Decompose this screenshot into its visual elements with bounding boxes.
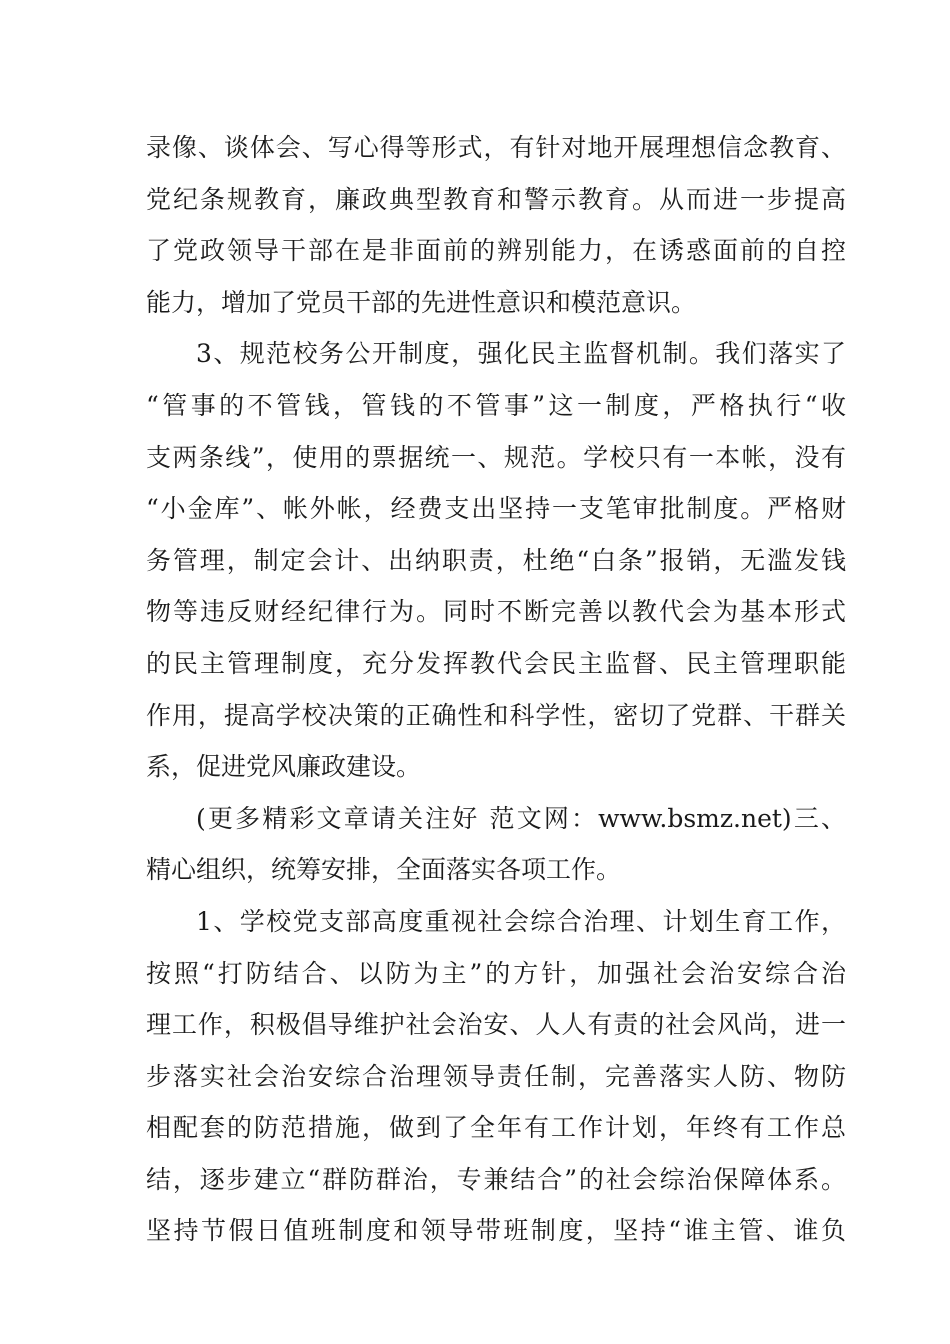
text-line: 坚持节假日值班制度和领导带班制度，坚持“谁主管、谁负 — [146, 1216, 846, 1246]
text-line: 了党政领导干部在是非面前的辨别能力，在诱惑面前的自控 — [146, 236, 846, 266]
text-line: 务管理，制定会计、出纳职责，杜绝“白条”报销，无滥发钱 — [146, 545, 846, 575]
text-line: 理工作，积极倡导维护社会治安、人人有责的社会风尚，进一 — [146, 1010, 846, 1040]
paragraph-start-line: 3、规范校务公开制度，强化民主监督机制。我们落实了 — [196, 339, 846, 369]
text-line: 录像、谈体会、写心得等形式，有针对地开展理想信念教育、 — [146, 133, 846, 162]
body-text — [146, 130, 846, 1265]
text-line: 精心组织，统筹安排，全面落实各项工作。 — [146, 855, 622, 885]
paragraph-start-line: 1、学校党支部高度重视社会综合治理、计划生育工作， — [196, 906, 846, 936]
text-line: 步落实社会治安综合治理领导责任制，完善落实人防、物防 — [146, 1061, 846, 1091]
text-line: 物等违反财经纪律行为。同时不断完善以教代会为基本形式 — [146, 597, 846, 627]
text-line: “管事的不管钱，管钱的不管事”这一制度，严格执行“收 — [146, 390, 846, 420]
text-line: 作用，提高学校决策的正确性和科学性，密切了党群、干群关 — [146, 700, 846, 730]
text-line: 支两条线”，使用的票据统一、规范。学校只有一本帐，没有 — [146, 442, 846, 472]
text-line: 按照“打防结合、以防为主”的方针，加强社会治安综合治 — [146, 958, 846, 988]
text-line: 相配套的防范措施，做到了全年有工作计划，年终有工作总 — [146, 1113, 846, 1143]
text-line: 能力，增加了党员干部的先进性意识和模范意识。 — [146, 287, 697, 317]
text-line: 党纪条规教育，廉政典型教育和警示教育。从而进一步提高 — [146, 184, 846, 214]
text-line: 系，促进党风廉政建设。 — [146, 752, 422, 782]
text-line: “小金库”、帐外帐，经费支出坚持一支笔审批制度。严格财 — [146, 494, 846, 524]
text-line: 的民主管理制度，充分发挥教代会民主监督、民主管理职能 — [146, 648, 846, 678]
paragraph-start-line: (更多精彩文章请关注好 范文网：www.bsmz.net)三、 — [196, 803, 846, 833]
text-line: 结，逐步建立“群防群治，专兼结合”的社会综治保障体系。 — [146, 1164, 846, 1194]
